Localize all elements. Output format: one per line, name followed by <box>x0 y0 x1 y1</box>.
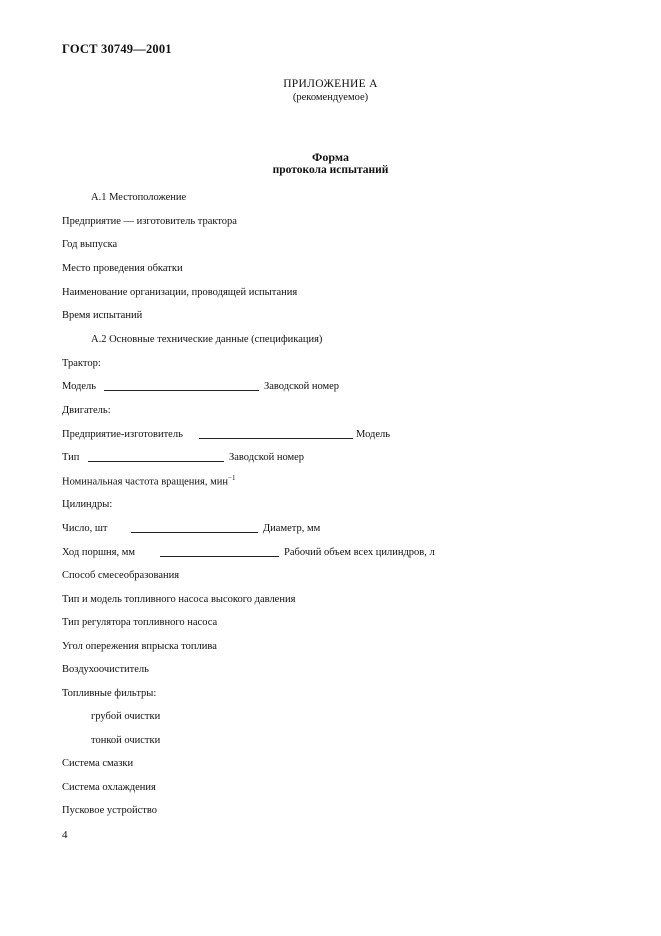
field-label: Модель <box>356 429 391 440</box>
appendix-note: (рекомендуемое) <box>292 92 369 103</box>
field-label: Предприятие — изготовитель трактора <box>62 216 237 227</box>
field-label: Двигатель: <box>62 405 111 416</box>
field-label: Предприятие-изготовитель <box>62 429 183 440</box>
field-label: Диаметр, мм <box>263 523 321 534</box>
input-line[interactable] <box>199 438 353 439</box>
field-label: Заводской номер <box>229 452 305 463</box>
section-a2-label: А.2 Основные технические данные (спецификация) <box>91 334 323 345</box>
form-title: Форма <box>312 150 349 164</box>
field-label: Число, шт <box>62 523 108 534</box>
field-label: Год выпуска <box>62 239 118 250</box>
field-label: Трактор: <box>62 358 101 369</box>
field-label: Способ смесеобразования <box>62 570 180 581</box>
input-line[interactable] <box>131 532 258 533</box>
field-label: Заводской номер <box>264 381 340 392</box>
field-label: Система охлаждения <box>62 782 156 793</box>
rpm-label: Номинальная частота вращения, мин <box>62 476 229 487</box>
field-label <box>62 474 235 488</box>
input-line[interactable] <box>160 556 279 557</box>
field-label: Тип <box>62 452 80 463</box>
field-label: Угол опережения впрыска топлива <box>62 641 217 652</box>
field-label: Система смазки <box>62 758 134 769</box>
page-number: 4 <box>62 829 68 841</box>
field-label: Наименование организации, проводящей испытания <box>62 287 298 298</box>
field-label: Воздухоочиститель <box>62 664 149 675</box>
field-label: Модель <box>62 381 97 392</box>
field-label: Рабочий объем всех цилиндров, л <box>284 547 435 558</box>
field-label: Цилиндры: <box>62 499 113 510</box>
appendix-title: ПРИЛОЖЕНИЕ А <box>283 78 378 90</box>
document-code: ГОСТ 30749—2001 <box>62 42 172 56</box>
form-subtitle: протокола испытаний <box>272 164 389 176</box>
field-label: Тип регулятора топливного насоса <box>62 617 218 628</box>
field-label: Топливные фильтры: <box>62 688 157 699</box>
field-label: Время испытаний <box>62 310 143 321</box>
input-line[interactable] <box>88 461 224 462</box>
section-a1-label: А.1 Местоположение <box>91 192 187 203</box>
field-label: Пусковое устройство <box>62 805 157 816</box>
field-label: Место проведения обкатки <box>62 263 183 274</box>
field-label: Ход поршня, мм <box>62 547 136 558</box>
field-label: грубой очистки <box>91 711 161 722</box>
input-line[interactable] <box>104 390 259 391</box>
rpm-superscript: −1 <box>228 473 236 482</box>
field-label: Тип и модель топливного насоса высокого давления <box>62 594 296 605</box>
field-label: тонкой очистки <box>91 735 161 746</box>
